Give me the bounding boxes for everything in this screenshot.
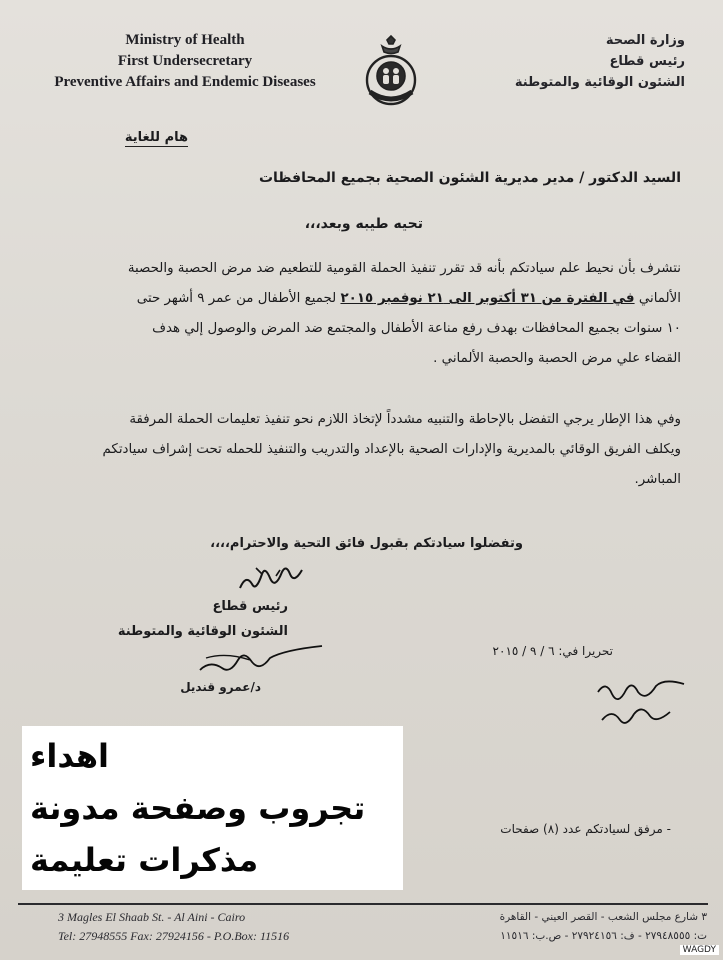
attachment-note: - مرفق لسيادتكم عدد (٨) صفحات: [500, 822, 671, 836]
urgent-label: هام للغاية: [124, 130, 188, 145]
ministry-name-ar: وزارة الصحة: [605, 33, 685, 48]
watermark-line-2: تجروب وصفحة مدونة: [30, 789, 366, 827]
paragraph-2-line-1: وفي هذا الإطار يرجي التفضل بالإحاطة والتنبيه مشدداً لإتخاذ اللازم نحو تنفيذ تعليمات الحملة المرفقة: [129, 412, 681, 427]
arabic-footer: [417, 908, 707, 946]
paragraph-1-line-2: [53, 284, 681, 314]
signature-title: رئيس قطاع: [212, 599, 288, 614]
paragraph-1-line-3: ١٠ سنوات بجميع المحافظات بهدف رفع مناعة الأطفال والمجتمع ضد المرض والوصول إلي هدف: [152, 321, 681, 336]
watermark-line-3: مذكرات تعليمة: [30, 841, 259, 879]
signer-signature: [196, 644, 326, 678]
signature-block: [118, 594, 288, 644]
line-2-suffix: لجميع الأطفال من عمر ٩ أشهر حتى: [136, 291, 337, 306]
paragraph-2-line-3: المباشر.: [634, 472, 681, 487]
english-footer: [58, 908, 318, 946]
line-2-prefix: الألماني: [638, 291, 681, 306]
body-paragraph-2: [53, 405, 681, 495]
ministry-name: Ministry of Health: [125, 32, 245, 48]
greeting-line: تحيه طيبه وبعد،،،: [304, 216, 423, 232]
paragraph-1-line-1: نتشرف بأن نحيط علم سيادتكم بأنه قد تقرر تنفيذ الحملة القومية للتطعيم ضد مرض الحصبة والحصبة: [127, 261, 681, 276]
watermark-line-1: اهداء: [30, 737, 109, 775]
handwritten-initials: [236, 560, 306, 596]
footer-address: 3 Magles El Shaab St. - Al Aini - Cairo: [58, 910, 246, 924]
footer-contact: Tel: 27948555 Fax: 27924156 - P.O.Box: 11516: [58, 929, 290, 943]
arabic-letterhead: [465, 30, 685, 93]
footer-address-ar: ٣ شارع مجلس الشعب - القصر العيني - القاهرة: [499, 911, 707, 923]
addressee-line: السيد الدكتور / مدير مديرية الشئون الصحية بجميع المحافظات: [258, 170, 681, 186]
department-title-ar: رئيس قطاع: [609, 54, 685, 69]
footer-contact-ar: ت: ٢٧٩٤٨٥٥٥ - ف: ٢٧٩٢٤١٥٦ - ص.ب: ١١٥١٦: [500, 930, 707, 942]
corner-tag: WAGDY: [680, 945, 719, 955]
issue-date: تحريرا في: ٦ / ٩ / ٢٠١٥: [492, 644, 613, 658]
paragraph-1-line-4: القضاء علي مرض الحصبة والحصبة الألماني .: [433, 351, 681, 366]
english-letterhead: [40, 30, 330, 93]
ministry-emblem-icon: [356, 34, 426, 110]
closing-line: وتفضلوا سيادتكم بقبول فائق التحية والاحترام،،،،: [210, 536, 523, 551]
department-subtitle: Preventive Affairs and Endemic Diseases: [54, 74, 316, 90]
department-subtitle-ar: الشئون الوقائية والمتوطنة: [514, 75, 685, 90]
dedication-watermark: [22, 726, 403, 890]
paragraph-2-line-2: ويكلف الفريق الوقائي بالمديرية والإدارات الصحية بالإعداد والتدريب والتنفيذ للحمله تحت إشراف سيادتكم: [102, 442, 681, 457]
campaign-dates: في الفترة من ٣١ أكتوبر الى ٢١ نوفمبر ٢٠١٥: [340, 291, 635, 306]
reviewer-signature: [592, 676, 692, 734]
department-title: First Undersecretary: [117, 53, 253, 69]
signature-department: الشئون الوقائية والمتوطنة: [117, 624, 288, 639]
signer-name: د/عمرو قنديل: [180, 680, 261, 694]
footer-divider: [18, 903, 708, 905]
body-paragraph-1: [53, 254, 681, 374]
